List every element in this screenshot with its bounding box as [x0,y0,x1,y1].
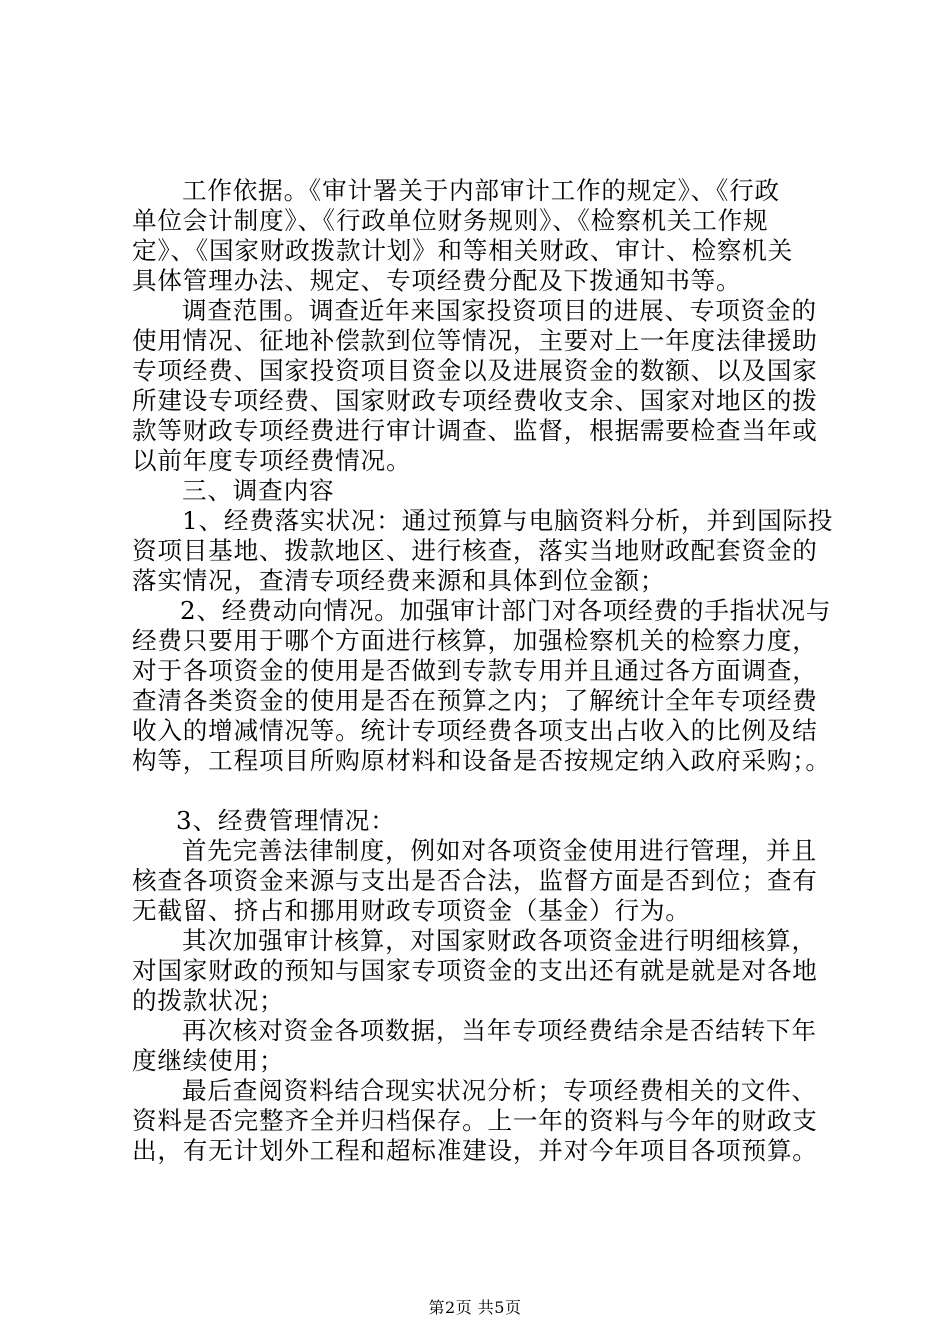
text-line: 再次核对资金各项数据，当年专项经费结余是否结转下年 [182,1016,817,1045]
text-line: 的拨款状况； [132,986,285,1015]
text-line: 具体管理办法、规定、专项经费分配及下拨通知书等。 [132,266,742,295]
text-line: 资项目基地、拨款地区、进行核查，落实当地财政配套资金的 [132,536,818,565]
text-line: 核查各项资金来源与支出是否合法，监督方面是否到位；查有 [132,866,818,895]
text-line: 款等财政专项经费进行审计调查、监督，根据需要检查当年或 [132,416,818,445]
text-line: 调查范围。调查近年来国家投资项目的进展、专项资金的 [182,296,817,325]
text-line: 构等，工程项目所购原材料和设备是否按规定纳入政府采购；。 [132,746,831,775]
text-line: 度继续使用； [132,1046,285,1075]
text-line: 收入的增减情况等。统计专项经费各项支出占收入的比例及结 [132,716,818,745]
text-line: 最后查阅资料结合现实状况分析；专项经费相关的文件、 [182,1076,817,1105]
text-line: 所建设专项经费、国家财政专项经费收支余、国家对地区的拨 [132,386,818,415]
section-heading: 三、调查内容 [182,476,335,505]
text-line: 定》、《国家财政拨款计划》和等相关财政、审计、检察机关 [132,236,794,265]
section-heading: 3、经费管理情况： [176,806,396,835]
text-line: 工作依据。《审计署关于内部审计工作的规定》、《行政 [182,176,780,205]
text-line: 出，有无计划外工程和超标准建设，并对今年项目各项预算。 [132,1136,818,1165]
text-line: 其次加强审计核算，对国家财政各项资金进行明细核算， [182,926,817,955]
text-line: 无截留、挤占和挪用财政专项资金（基金）行为。 [132,896,691,925]
text-line: 2、经费动向情况。加强审计部门对各项经费的手指状况与 [180,596,832,625]
text-line: 资料是否完整齐全并归档保存。上一年的资料与今年的财政支 [132,1106,818,1135]
page-number-footer: 第2页 共5页 [428,1298,522,1317]
text-line: 首先完善法律制度，例如对各项资金使用进行管理，并且 [182,836,817,865]
text-line: 对于各项资金的使用是否做到专款专用并且通过各方面调查， [132,656,818,685]
text-line: 落实情况，查清专项经费来源和具体到位金额； [132,566,666,595]
text-line: 对国家财政的预知与国家专项资金的支出还有就是就是对各地 [132,956,818,985]
text-line: 查清各类资金的使用是否在预算之内；了解统计全年专项经费 [132,686,818,715]
text-line: 经费只要用于哪个方面进行核算，加强检察机关的检察力度， [132,626,818,655]
text-line: 以前年度专项经费情况。 [132,446,412,475]
text-line: 单位会计制度》、《行政单位财务规则》、《检察机关工作规 [132,206,769,235]
text-line: 专项经费、国家投资项目资金以及进展资金的数额、以及国家 [132,356,818,385]
text-line: 使用情况、征地补偿款到位等情况，主要对上一年度法律援助 [132,326,818,355]
text-line: 1、经费落实状况：通过预算与电脑资料分析，并到国际投 [182,506,834,535]
